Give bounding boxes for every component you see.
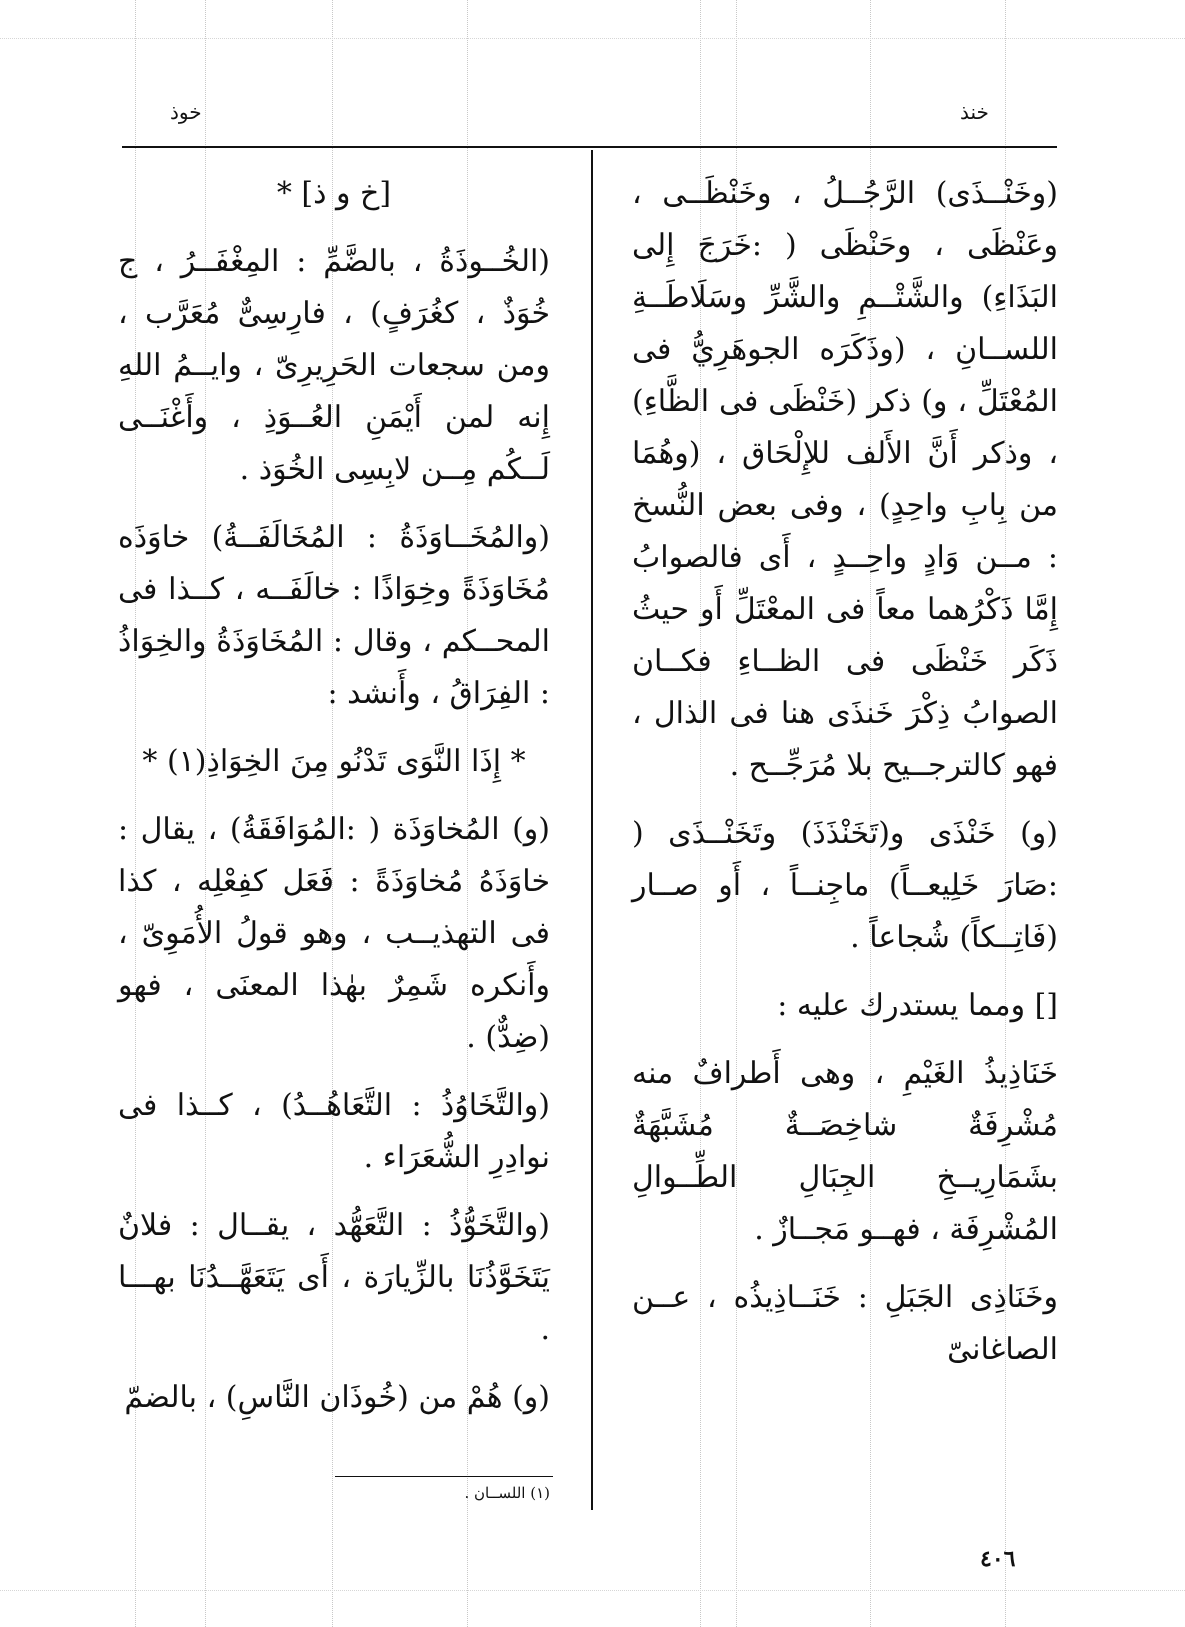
entry-paragraph: وخَنَاذِى الجَبَلِ : خَنَــاذِيذُه ، عــن الصاغانىّ (632, 1280, 1058, 1367)
scan-guide (0, 38, 1185, 39)
header-rule (122, 146, 1057, 148)
right-column (632, 168, 1058, 1392)
footnote-rule (335, 1476, 553, 1477)
entry-paragraph: (و) المُخاوَذَة ( :المُوَافَقَةُ) ، يقال : خاوَذَهُ مُخاوَذَةً : فَعَل كفِعْلِه ، كذا فى التهذيــب ، وهو قولُ الأُمَوِىّ ، وأَنكره شَمِرٌ بهٰذا المعنَى ، فهو (ضِدٌّ) . (118, 812, 550, 1055)
running-head-left: خوذ (170, 100, 202, 124)
entry-paragraph: [] ومما يستدرك عليه : (777, 988, 1058, 1023)
verse-line: * إِذَا النَّوَى تَدْنُو مِنَ الخِوَاذِ(١) * (142, 744, 526, 779)
entry-paragraph: (والمُخَــاوَذَةُ : المُخَالَفَــةُ) خاوَذَه مُخَاوَذَةً وخِوَاذًا : خالَفَــه ، كــذا فى المحــكم ، وقال : المُخَاوَذَةُ والخِوَاذُ : الفِرَاقُ ، وأَنشد : (118, 520, 550, 711)
entry-paragraph: (و) خَنْذَى و(تَخَنْذَذَ) وتَخَنْــذَى ( :صَارَ خَلِيعــاً) ماجِنــاً ، أَو صــار (فَاتِــكاً) شُجاعاً . (632, 816, 1058, 955)
column-divider (591, 150, 593, 1510)
entry-paragraph: (الخُــوذَةُ ، بالضَّمِّ : المِغْفَــرُ ، ج خُوَذٌ ، كغُرَفٍ) ، فارِسِىٌّ مُعَرَّب ، ومن سجعات الحَرِيرِىّ ، وايــمُ اللهِ إِنه لمن أَيْمَنِ العُــوَذِ ، وأَغْنَــى لَــكُم مِــن لابِسِى الخُوَذ . (118, 244, 550, 487)
entry-paragraph: (و) هُمْ من (خُوذَان النَّاسِ) ، بالضمّ (124, 1380, 550, 1415)
entry-paragraph: خَنَاذِيذُ الغَيْمِ ، وهى أَطرافٌ منه مُشْرِفَةٌ شاخِصَــةٌ مُشَبَّهَةٌ بشَمَارِيــخِ الجِبَالِ الطِّــوالِ المُشْرِفَة ، فهــو مَجــازٌ . (632, 1056, 1058, 1247)
entry-paragraph: (وخَنْــذَى) الرَّجُــلُ ، وخَنْظَــى ، وعَنْظَى ، وحَنْظَى ( :خَرَجَ إِلى البَذَاءِ) والشَّتْــمِ والشَّرِّ وسَلَاطَــةِ اللســانِ ، (وذَكَرَه الجوهَرِيُّ فى المُعْتَلِّ ، و) ذكر (خَنْظَى فى الظَّاءِ) ، وذكر أَنَّ الأَلف للإِلْحَاق ، (وهُمَا من بِابِ واحِدٍ) ، وفى بعض النُّسخ : مــن وَادٍ واحِــدٍ ، أَى فالصوابُ إِمَّا ذَكْرُهما معاً فى المعْتَلِّ أَو حيثُ ذَكَر خَنْظَى فى الظــاءِ فكــان الصوابُ ذِكْرَ خَنذَى هنا فى الذال ، فهو كالترجــيح بلا مُرَجِّــح . (632, 176, 1058, 783)
left-column (118, 168, 550, 1440)
entry-paragraph: (والتَّخَاوُذُ : التَّعَاهُــدُ) ، كــذا فى نوادِرِ الشُّعَرَاء . (118, 1088, 550, 1175)
entry-heading: [خ و ذ] * (276, 176, 392, 211)
entry-paragraph: (والتَّخَوُّذُ : التَّعَهُّد ، يقــال : فلانٌ يَتَخَوَّذُنَا بالزِّيارَة ، أَى يَتَعَهَّــدُنَا بهـــا . (118, 1208, 550, 1347)
running-head-right: خنذ (960, 100, 989, 124)
scan-guide (0, 1590, 1185, 1591)
page-number: ٤٠٦ (980, 1546, 1016, 1572)
footnote: (١) اللســان . (464, 1484, 550, 1502)
